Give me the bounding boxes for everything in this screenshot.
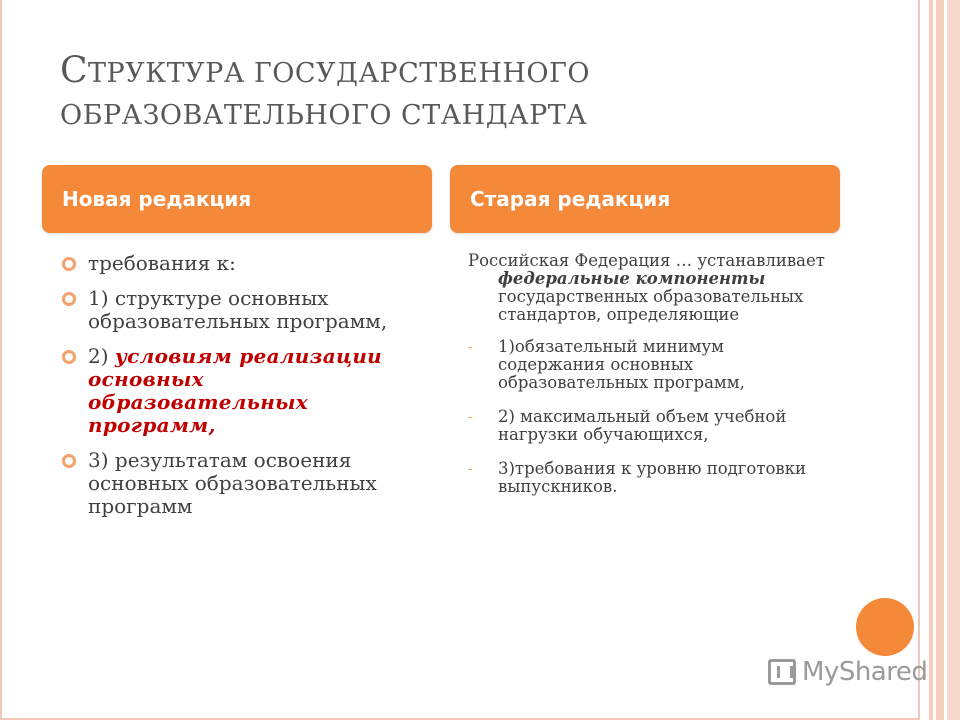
decor-stripe: [947, 0, 960, 720]
emphasized-text: федеральные компоненты: [498, 269, 766, 288]
list-item-text: 3)требования к уровню подготовки выпускников.: [498, 459, 807, 496]
watermark-logo: [768, 656, 928, 688]
circle-bullet-icon: [62, 454, 76, 468]
intro-text: Российская Федерация … устанавливает: [468, 251, 825, 270]
intro-text: государственных образовательных стандартов, определяющие: [498, 287, 804, 324]
dash-bullet-icon: -: [468, 340, 473, 354]
list-item: [468, 338, 828, 392]
tab-old-edition: Старая редакция: [450, 165, 840, 233]
decor-stripe: [936, 0, 944, 720]
list-item: [468, 460, 828, 496]
list-item: [60, 252, 420, 275]
list-item-text: 3) результатам освоения основных образовательных программ: [88, 448, 377, 518]
tab-new-edition: Новая редакция: [42, 165, 432, 233]
circle-bullet-icon: [62, 257, 76, 271]
slide-title: [60, 50, 880, 137]
list-item-text: 1) структуре основных образовательных программ,: [88, 286, 388, 333]
list-item-text: 1)обязательный минимум содержания основных образовательных программ,: [498, 337, 745, 392]
title-initial: С: [60, 50, 89, 91]
title-line2: ОБРАЗОВАТЕЛЬНОГО СТАНДАРТА: [60, 100, 588, 131]
list-item-text: требования к:: [88, 251, 236, 275]
list-item: [468, 408, 828, 444]
old-edition-block: [468, 252, 828, 512]
decor-circle: [856, 598, 914, 656]
old-edition-list: [468, 338, 828, 496]
dash-bullet-icon: -: [468, 462, 473, 476]
list-item: [60, 287, 420, 333]
title-line1: ТРУКТУРА ГОСУДАРСТВЕННОГО: [88, 58, 591, 89]
new-edition-list: [60, 252, 420, 530]
circle-bullet-icon: [62, 350, 76, 364]
list-item-text: 2) максимальный объем учебной нагрузки обучающихся,: [498, 407, 787, 444]
list-item-text: 2): [88, 344, 115, 368]
decor-stripe: [929, 0, 933, 720]
dash-bullet-icon: -: [468, 410, 473, 424]
highlighted-text: условиям реализации основных образовательных программ,: [88, 344, 382, 437]
circle-bullet-icon: [62, 292, 76, 306]
logo-text: MyShared: [802, 657, 928, 687]
list-item: [60, 449, 420, 518]
list-item: [60, 345, 420, 437]
old-edition-intro: [468, 252, 828, 324]
logo-icon: [768, 659, 796, 685]
